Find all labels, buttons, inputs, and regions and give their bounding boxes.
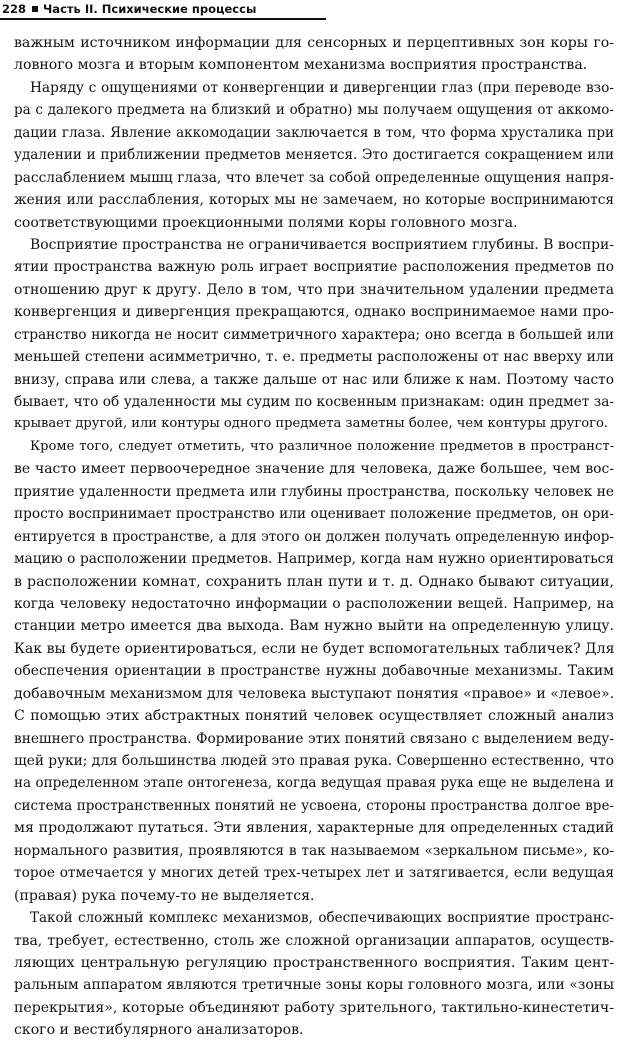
text-line: когда человеку недостаточно информации о расположении вещей. Например, на [14,595,614,612]
text-line: Как вы будете ориентироваться, если не будет вспомогательных табличек? Для [14,640,615,657]
text-line: меньшей степени асимметрично, т. е. предметы расположены от нас вверху или [14,349,614,366]
text-line: дации глаза. Явление аккомодации заключается в том, что форма хрусталика при [14,124,614,141]
paragraph [14,77,614,234]
text-line: жения или расслабления, которых мы не замечаем, но которые воспринимаются [14,192,614,209]
text-line: мя продолжают путаться. Эти явления, характерные для определенных стадий [14,820,614,837]
text-line: (правая) рука почему-то не выделяется. [14,887,315,904]
paragraph [14,436,614,907]
text-line: в расположении комнат, сохранить план пути и т. д. Однако бывают ситуации, [14,573,614,590]
text-line: перекрытия», которые объединяют работу зрительного, тактильно-кинестетич- [14,999,614,1016]
text-line: ральным аппаратом являются третичные зоны коры головного мозга, или «зоны [14,977,614,994]
text-line: торое отмечается у многих детей трех-четырех лет и затягивается, если ведущая [14,865,614,882]
text-line: Восприятие пространства не ограничивается восприятием глубины. В воспри- [30,236,614,253]
text-line: внешнего пространства. Формирование этих понятий связано с выделением веду- [14,730,614,747]
text-line: ятии пространства важную роль играет восприятие расположения предметов по [14,259,614,276]
text-line: обеспечения ориентации в пространстве нужны добавочные механизмы. Таким [14,663,614,680]
text-line: ского и вестибулярного анализаторов. [14,1022,304,1039]
text-line: приятие удаленности предмета или глубины пространства, поскольку человек не [14,483,614,500]
text-line: конвергенция и дивергенция прекращаются, однако воспринимаемое нами про- [14,304,614,321]
paragraph [14,32,614,77]
text-line: странство никогда не носит симметричного характера; оно всегда в большей или [14,326,614,343]
text-line: ве часто имеет первоочередное значение для человека, даже большее, чем вос- [14,461,614,478]
text-line: Такой сложный комплекс механизмов, обеспечивающих восприятие пространс- [30,910,614,927]
text-line: Наряду с ощущениями от конвергенции и дивергенции глаз (при переводе взо- [30,79,614,96]
text-line: ловного мозга и вторым компонентом механизма восприятия пространства. [14,57,588,74]
paragraph [14,234,614,436]
body-text [14,32,614,1042]
text-line: ентируется в пространстве, а для этого он должен получать определенную инфор- [14,528,614,545]
text-line: важным источником информации для сенсорных и перцептивных зон коры го- [14,35,614,51]
section-title: Часть II. Психические процессы [43,2,257,16]
text-line: система пространственных понятий не усвоена, стороны пространства долгое вре- [14,797,614,814]
text-line: С помощью этих абстрактных понятий человек осуществляет сложный анализ [14,708,614,725]
text-line: отношению друг к другу. Дело в том, что при значительном удалении предмета [14,281,614,298]
text-line: соответствующими проекционными полями коры головного мозга. [14,214,518,231]
text-line: бывает, что об удаленности мы судим по косвенным признакам: один предмет за- [14,394,614,410]
text-line: Кроме того, следует отметить, что различное положение предметов в пространст- [30,438,614,454]
paragraph [14,907,614,1042]
text-line: щей руки; для большинства людей это правая рука. Совершенно естественно, что [14,753,614,769]
text-line: станции метро имеется два выхода. Вам нужно выйти на определенную улицу. [14,618,614,635]
text-line: ра с далекого предмета на близкий и обратно) мы получаем ощущения от аккомо- [14,102,614,119]
text-line: ляющих центральную регуляцию пространственного восприятия. Таким цент- [14,954,614,971]
text-line: добавочным механизмом для человека выступают понятия «правое» и «левое». [14,685,615,702]
text-line: тва, требует, естественно, столь же сложной организации аппаратов, осуществ- [14,932,614,949]
text-line: просто воспринимает пространство или оценивает положение предметов, он ори- [14,506,614,523]
text-line: расслаблением мышц глаза, что влечет за собой определенные ощущения напря- [14,169,614,186]
text-line: мацию о расположении предметов. Например, когда нам нужно ориентироваться [14,551,614,568]
page-number: 228 [2,2,27,16]
text-line: на определенном этапе онтогенеза, когда ведущая правая рука еще не выделена и [14,775,614,792]
running-head [2,0,256,18]
text-line: внизу, справа или слева, а также дальше от нас или ближе к нам. Поэтому часто [14,371,614,388]
square-bullet-icon [32,6,38,12]
text-line: удалении и приближении предметов меняется. Это достигается сокращением или [14,147,614,164]
header-rule [0,18,326,20]
text-line: крывает другой, или контуры одного предмета заметны более, чем контуры другого. [14,416,609,432]
text-line: нормального развития, проявляются в так называемом «зеркальном письме», ко- [14,842,614,859]
